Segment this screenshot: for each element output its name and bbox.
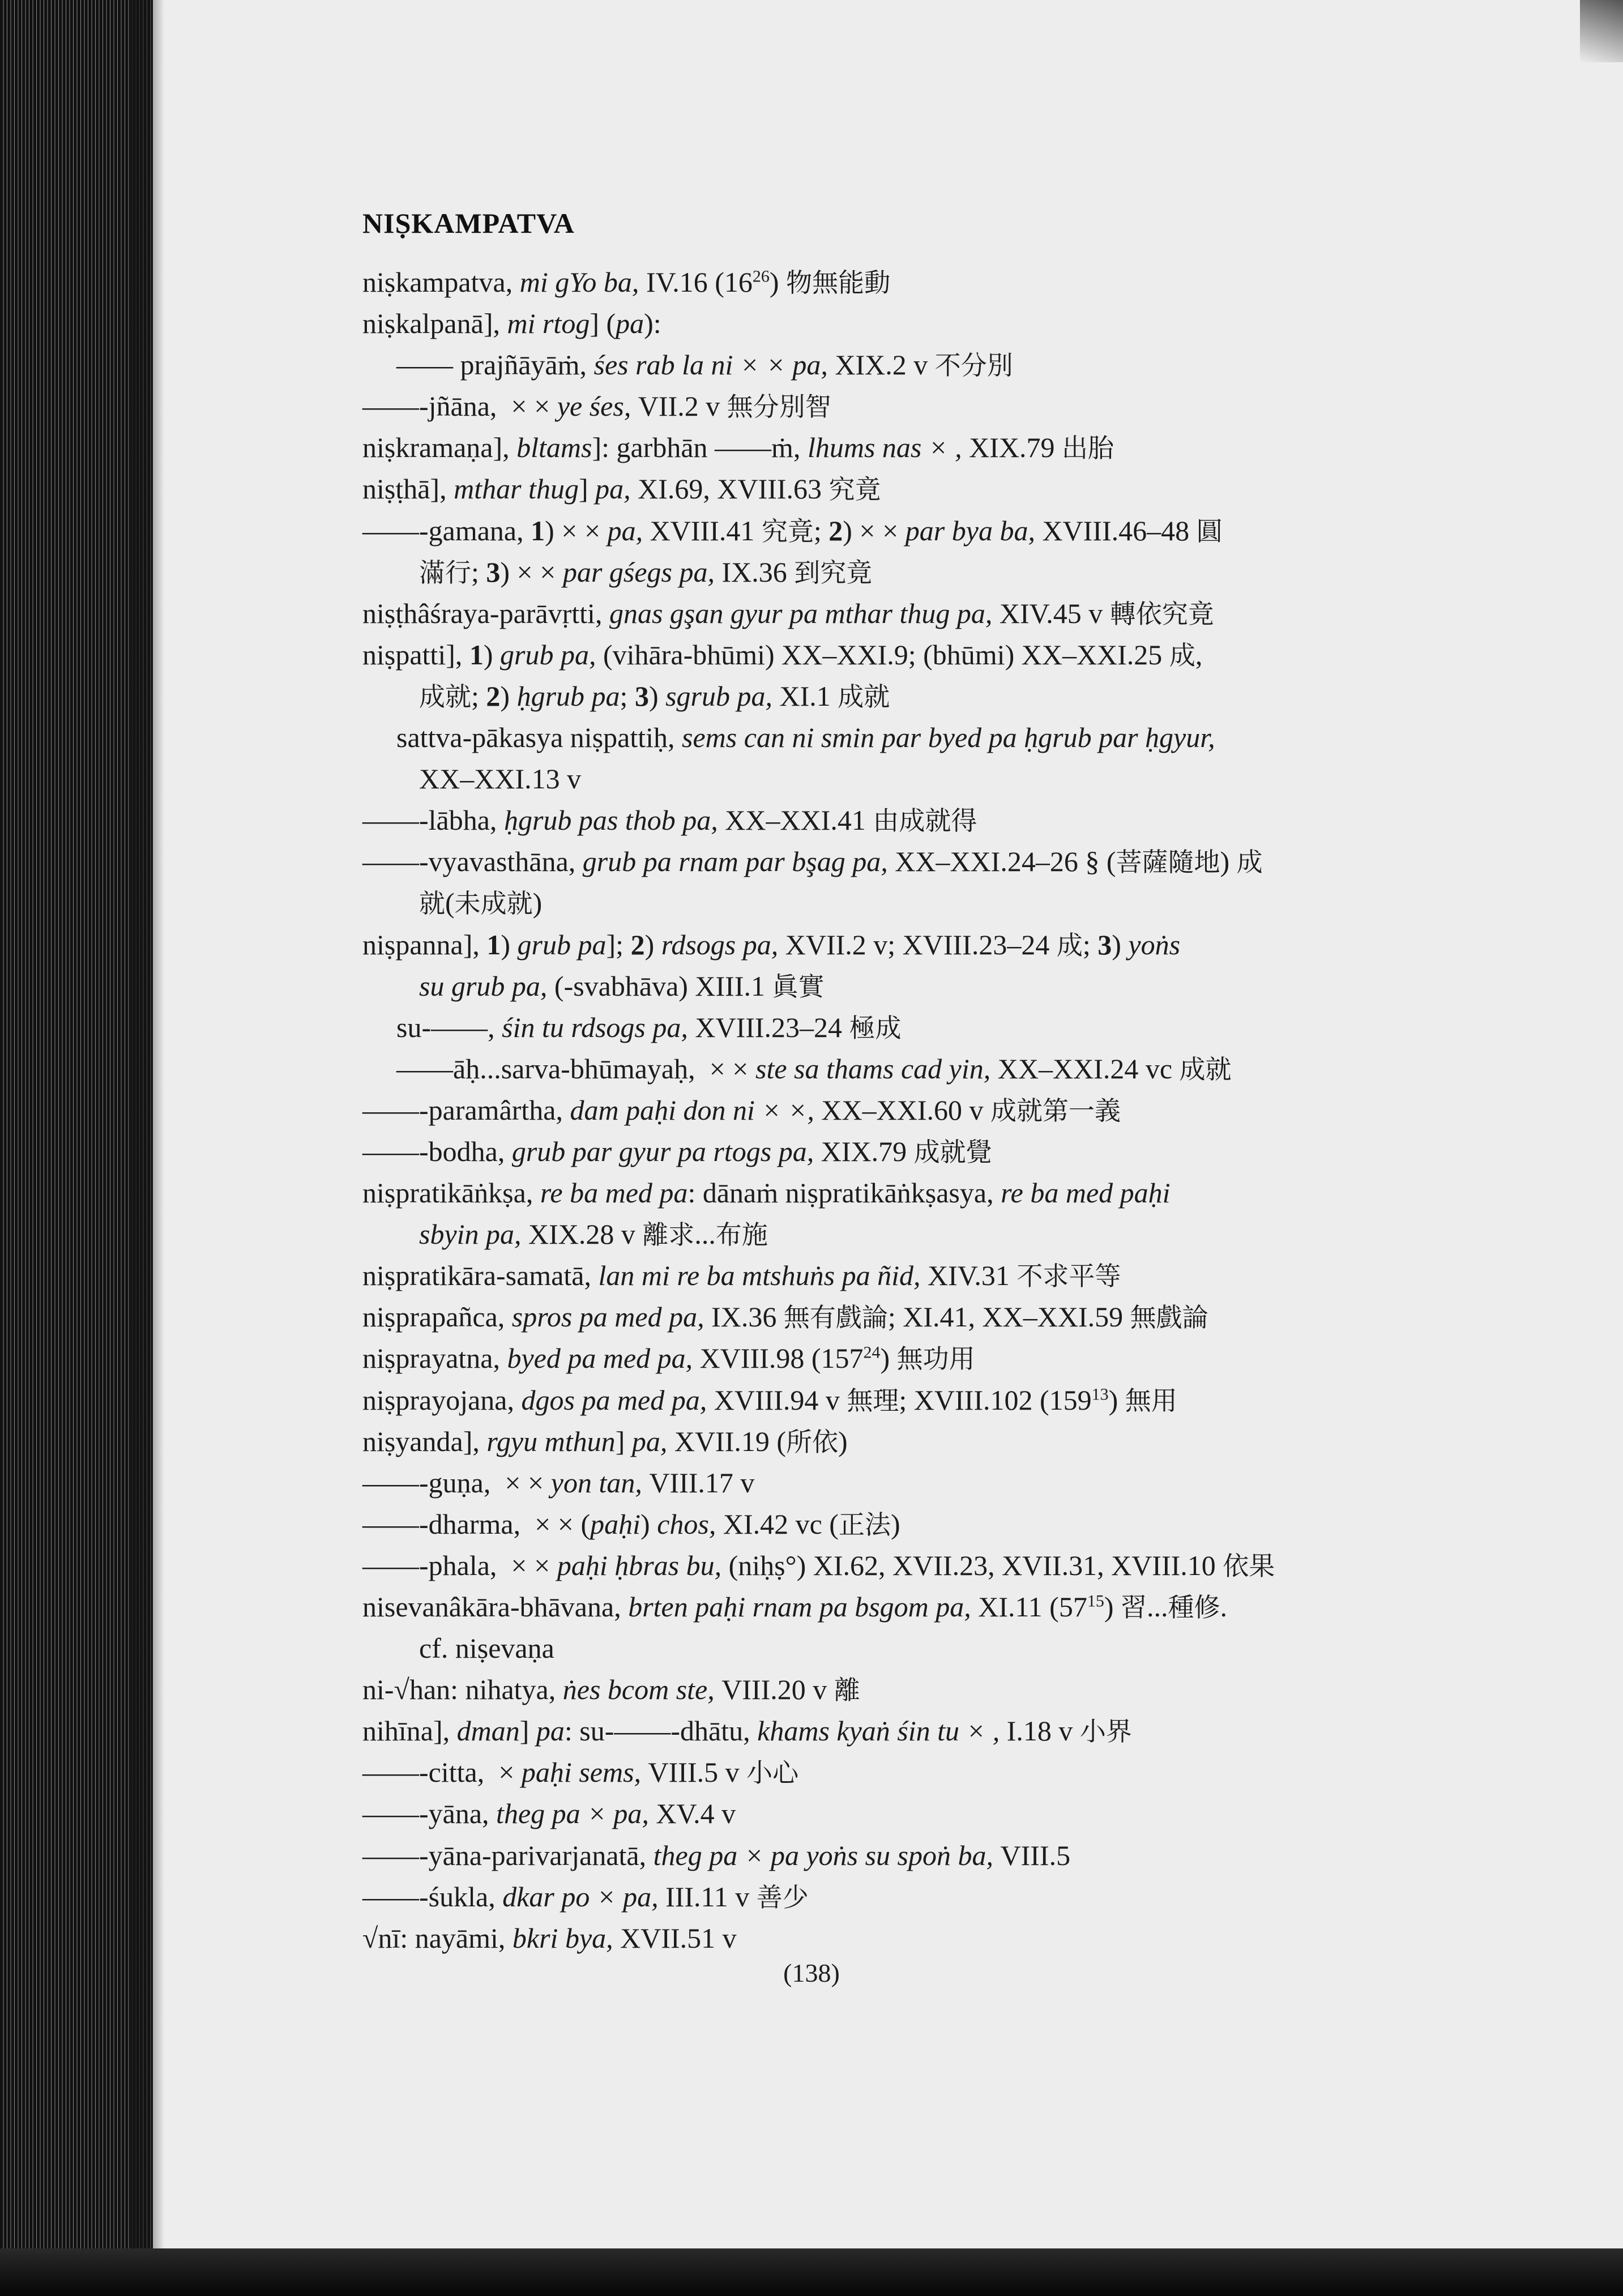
entry-text: ; XVIII.102 (159: [899, 1384, 1092, 1416]
entry-text: ḥgrub pa: [516, 680, 620, 712]
entry-text: ): [500, 680, 517, 712]
entry-text: 無分別智: [727, 391, 831, 423]
entry-text: 無理: [847, 1385, 899, 1416]
entry-text: sbyin pa,: [419, 1218, 529, 1251]
entry-text: XVIII.41: [650, 514, 762, 547]
entry-line: [362, 1669, 1484, 1710]
entry-text: 極成: [849, 1012, 902, 1043]
entry-text: niṣprapañca,: [362, 1301, 512, 1333]
entry-line: [362, 676, 1484, 717]
entry-text: √nī: nayāmi,: [362, 1922, 512, 1954]
entry-text: —— prajñāyāṁ,: [396, 349, 594, 381]
entry-text: 布施: [715, 1219, 768, 1251]
entry-line: [362, 1421, 1484, 1462]
page-number: (138): [783, 1958, 840, 1987]
entry-text: 3: [1097, 928, 1112, 961]
entry-text: niṣṭhâśraya-parāvṛtti,: [362, 597, 609, 629]
entry-text: ): [838, 1425, 848, 1457]
entry-text: 成: [1236, 847, 1263, 878]
entry-text: theg pa × pa,: [496, 1798, 656, 1830]
entry-text: ——-citta, ×: [362, 1756, 522, 1789]
entry-text: XIX.2 v: [835, 349, 935, 381]
entry-text: su-——,: [396, 1011, 502, 1043]
entry-line: [362, 966, 1484, 1007]
entry-text: niṣṭhā],: [362, 473, 454, 505]
entry-text: 24: [863, 1343, 881, 1362]
entry-line: [362, 1255, 1484, 1296]
entry-text: : dānaṁ niṣpratikāṅkṣasya,: [687, 1177, 1001, 1209]
entry-text: ——-vyavasthāna,: [362, 846, 583, 878]
entry-text: 離: [834, 1675, 860, 1706]
entry-text: ——-dharma, × × (: [362, 1508, 591, 1540]
entry-text: ste sa thams cad yin,: [755, 1052, 998, 1085]
entry-text: ) × ×: [843, 514, 906, 547]
entry-text: ——-gamana,: [362, 514, 531, 547]
entry-line: [362, 800, 1484, 841]
entry-text: XX–XXI.13 v: [419, 763, 582, 795]
entry-text: I.18 v: [1006, 1715, 1080, 1747]
entry-text: dgos pa med pa,: [521, 1384, 714, 1416]
entry-text: byed pa med pa,: [507, 1342, 700, 1375]
entry-line: [362, 593, 1484, 634]
entry-text: 眞實: [772, 971, 825, 1002]
entry-text: 26: [752, 267, 770, 286]
entry-text: su grub pa,: [419, 970, 554, 1002]
entry-text: IX.36: [721, 556, 795, 588]
entry-text: ;: [471, 556, 486, 588]
entry-text: XIX.79: [969, 432, 1062, 464]
entry-text: ): [1108, 1384, 1125, 1416]
entry-text: VIII.5 v: [648, 1756, 747, 1789]
entry-text: 菩薩隨地: [1116, 847, 1220, 878]
entry-text: ): [1220, 846, 1237, 878]
entry-line: [362, 717, 1484, 758]
entry-text: ]: [615, 1425, 632, 1457]
entry-text: dam paḥi don ni × ×,: [570, 1094, 822, 1126]
entry-line: [362, 1131, 1484, 1172]
entry-text: 習: [1121, 1592, 1147, 1623]
entry-text: VIII.5: [1000, 1839, 1071, 1871]
entry-text: ) × ×: [500, 556, 563, 588]
entry-line: [362, 1586, 1484, 1628]
entry-line: [362, 344, 1484, 386]
entry-text: rdsogs pa,: [661, 928, 785, 961]
entry-text: 1: [486, 928, 501, 961]
entry-line: [362, 924, 1484, 966]
entry-text: re ba med paḥi: [1001, 1177, 1171, 1209]
entry-text: ni-√han: nihatya,: [362, 1674, 563, 1706]
entry-text: 無戲論: [1130, 1302, 1208, 1333]
entry-text: ) × ×: [545, 514, 608, 547]
entry-text: 物無能動: [786, 267, 891, 298]
entry-text: grub par gyur pa rtogs pa,: [511, 1135, 821, 1167]
entry-text: ——-śukla,: [362, 1880, 503, 1913]
entry-line: [362, 1048, 1484, 1090]
entry-text: 小界: [1079, 1716, 1132, 1747]
entry-line: [362, 1835, 1484, 1876]
entry-text: ];: [606, 928, 631, 961]
entry-text: ): [501, 928, 518, 961]
entry-text: niṣpratikāṅkṣa,: [362, 1177, 540, 1209]
entry-text: XI.42 vc (: [723, 1508, 839, 1540]
entry-text: pa: [616, 308, 644, 340]
entry-line: [362, 1918, 1484, 1959]
entry-text: 成就: [838, 681, 890, 712]
entry-text: ): [640, 1508, 657, 1540]
entry-text: : su-——-dhātu,: [564, 1715, 758, 1747]
entry-line: [362, 1710, 1484, 1752]
entry-text: XX–XXI.24–26 § (: [895, 846, 1116, 878]
entry-line: [362, 552, 1484, 593]
entry-line: [362, 1296, 1484, 1338]
entry-line: [362, 1007, 1484, 1048]
entry-text: XIV.45 v: [999, 597, 1110, 629]
entry-text: paḥi ḥbras bu,: [557, 1549, 729, 1581]
entry-text: ;: [471, 680, 486, 712]
entry-line: [362, 262, 1484, 303]
entry-text: 1: [531, 514, 545, 547]
entry-text: pa: [536, 1715, 565, 1747]
page-title: NIṢKAMPATVA: [362, 207, 575, 239]
entry-text: XVIII.46–48: [1042, 514, 1197, 547]
entry-line: [362, 303, 1484, 344]
entry-text: 究竟: [828, 474, 881, 505]
entry-text: XVII.19 (: [674, 1425, 787, 1457]
entry-text: ]: [519, 1715, 536, 1747]
entry-text: sattva-pākasya niṣpattiḥ,: [396, 722, 682, 754]
entry-text: ; XI.41, XX–XXI.59: [887, 1301, 1130, 1333]
entry-text: XIV.31: [927, 1260, 1017, 1292]
entry-text: ): [769, 266, 787, 298]
entry-text: 成就: [1179, 1053, 1232, 1085]
entry-text: niṣkramaṇa],: [362, 432, 517, 464]
entry-text: ...: [694, 1218, 716, 1251]
entry-text: ——-guṇa, × ×: [362, 1466, 551, 1499]
entry-text: mi gYo ba,: [519, 266, 646, 298]
entry-text: ——āḥ...sarva-bhūmayaḥ, × ×: [396, 1052, 756, 1085]
entry-text: ——-jñāna, × ×: [362, 390, 557, 423]
entry-text: VIII.20 v: [721, 1674, 834, 1706]
entry-text: 圓: [1196, 515, 1223, 547]
entry-text: paḥi sems,: [521, 1756, 648, 1789]
entry-text: grub pa: [517, 928, 607, 961]
entry-line: [362, 427, 1484, 468]
entry-text: 善少: [756, 1881, 809, 1913]
entry-text: 成: [1056, 929, 1083, 961]
entry-text: niṣkampatva,: [362, 266, 520, 298]
entry-text: (vihāra-bhūmi) XX–XXI.9; (bhūmi) XX–XXI.25: [603, 638, 1169, 671]
entry-text: bkri bya,: [512, 1922, 621, 1954]
entry-text: dman: [456, 1715, 520, 1747]
entry-line: [362, 1338, 1484, 1379]
entry-text: III.11 v: [665, 1880, 757, 1913]
entry-text: 成就第一義: [990, 1095, 1121, 1126]
entry-text: spros pa med pa,: [511, 1301, 712, 1333]
entry-text: yon tan,: [550, 1466, 650, 1499]
entry-line: [362, 386, 1484, 427]
entry-text: ḥgrub pas thob pa,: [503, 804, 725, 837]
entry-text: ): [1112, 928, 1129, 961]
entry-line: [362, 1628, 1484, 1669]
entry-text: ): [648, 680, 666, 712]
entry-text: par bya ba,: [905, 514, 1043, 547]
entry-text: niṣyanda],: [362, 1425, 487, 1457]
entry-text: pa,: [595, 473, 638, 505]
entry-text: 到究竟: [794, 557, 873, 588]
entry-text: mi rtog: [507, 308, 590, 340]
entry-text: XV.4 v: [656, 1798, 736, 1830]
entry-text: ——-paramârtha,: [362, 1094, 570, 1126]
entry-text: 3: [634, 680, 649, 712]
entry-text: brten paḥi rnam pa bsgom pa,: [628, 1591, 979, 1623]
entry-text: ——-lābha,: [362, 804, 504, 837]
entry-text: 2: [630, 928, 645, 961]
entry-text: VII.2 v: [638, 390, 727, 423]
entry-line: [362, 1876, 1484, 1918]
entry-text: ,: [1195, 638, 1203, 671]
entry-text: .: [1220, 1591, 1227, 1623]
entry-text: (-svabhāva) XIII.1: [554, 970, 772, 1002]
entry-text: 就: [419, 888, 445, 919]
entry-text: ——-yāna-parivarjanatā,: [362, 1839, 654, 1871]
entry-text: par gśegs pa,: [562, 556, 722, 588]
entry-line: [362, 510, 1484, 552]
entry-text: pa,: [607, 514, 650, 547]
entry-line: [362, 1380, 1484, 1421]
entry-text: IV.16 (16: [646, 266, 753, 298]
entry-text: 離求: [642, 1219, 695, 1251]
entry-text: niṣprayojana,: [362, 1384, 522, 1416]
entry-text: XX–XXI.41: [725, 804, 873, 837]
entry-text: 依果: [1223, 1550, 1275, 1581]
entry-line: [362, 634, 1484, 676]
entry-text: gnas gşan gyur pa mthar thug pa,: [609, 597, 1000, 629]
entry-text: śes rab la ni × × pa,: [593, 349, 835, 381]
entry-text: 不分別: [934, 350, 1013, 381]
entry-text: ye śes,: [557, 390, 638, 423]
entry-text: XI.69, XVIII.63: [638, 473, 829, 505]
entry-text: ——-yāna,: [362, 1798, 497, 1830]
entry-text: śin tu rdsogs pa,: [502, 1011, 695, 1043]
binding-shadow: [130, 0, 164, 2296]
entry-text: 出胎: [1061, 433, 1114, 464]
entry-line: [362, 1793, 1484, 1834]
entry-text: niṣpanna],: [362, 928, 487, 961]
entry-text: VIII.17 v: [649, 1466, 755, 1499]
entry-text: XVIII.94 v: [714, 1384, 847, 1416]
entry-text: 1: [469, 638, 484, 671]
scan-corner-shadow: [1580, 0, 1623, 62]
entry-text: 轉依究竟: [1109, 598, 1214, 629]
entry-text: grub pa rnam par bşag pa,: [582, 846, 895, 878]
entry-text: XIX.28 v: [528, 1218, 643, 1251]
entry-text: ): [880, 1342, 897, 1375]
entry-text: cf. niṣevaṇa: [419, 1632, 554, 1665]
entry-text: XX–XXI.24 vc: [997, 1052, 1180, 1085]
entry-text: ): [890, 1508, 900, 1540]
entry-text: 成就覺: [913, 1136, 992, 1167]
entry-text: mthar thug: [454, 473, 579, 505]
entry-line: [362, 1545, 1484, 1586]
entry-text: 13: [1091, 1384, 1109, 1403]
entry-text: 種修: [1168, 1592, 1220, 1623]
entry-text: grub pa,: [500, 638, 603, 671]
entry-text: 15: [1087, 1591, 1104, 1611]
entry-text: ]: [578, 473, 596, 505]
entry-text: 無用: [1125, 1385, 1177, 1416]
entry-text: bltams: [516, 432, 592, 464]
entry-text: 3: [486, 556, 501, 588]
entry-text: 2: [828, 514, 843, 547]
entry-text: lhums nas × ,: [807, 432, 969, 464]
entry-line: [362, 1090, 1484, 1131]
entry-text: ;: [813, 514, 829, 547]
entry-text: re ba med pa: [540, 1177, 688, 1209]
scan-bottom-edge: [0, 2248, 1623, 2296]
entry-text: IX.36: [711, 1301, 784, 1333]
entry-text: XVII.2 v; XVIII.23–24: [785, 928, 1057, 961]
entry-text: pa,: [631, 1425, 674, 1457]
entry-text: dkar po × pa,: [502, 1880, 666, 1913]
entry-text: 未成就: [454, 888, 533, 919]
entry-text: niṣpratikāra-samatā,: [362, 1260, 599, 1292]
entry-text: XIX.79: [821, 1135, 914, 1167]
entry-text: 2: [486, 680, 501, 712]
entry-text: ): [483, 638, 501, 671]
entry-text: 不求平等: [1016, 1261, 1121, 1292]
entry-text: ]: garbhān ——ṁ,: [592, 432, 808, 464]
entry-text: theg pa × pa yoṅs su spoṅ ba,: [653, 1839, 1001, 1871]
entry-text: yoṅs: [1128, 928, 1181, 961]
entry-text: niṣprayatna,: [362, 1342, 507, 1375]
entry-line: [362, 882, 1484, 924]
entry-line: [362, 841, 1484, 882]
entry-text: XVIII.98 (157: [699, 1342, 864, 1375]
entry-text: ): [532, 887, 543, 919]
entry-text: ;: [620, 680, 635, 712]
entry-text: ;: [1082, 928, 1098, 961]
entry-text: nihīna],: [362, 1715, 457, 1747]
entry-text: XVIII.23–24: [695, 1011, 849, 1043]
entry-text: rgyu mthun: [486, 1425, 616, 1457]
entry-text: ): [644, 928, 661, 961]
entry-text: nisevanâkāra-bhāvana,: [362, 1591, 629, 1623]
entry-text: ...: [1147, 1591, 1168, 1623]
entry-line: [362, 1462, 1484, 1504]
entry-text: XX–XXI.60 v: [821, 1094, 990, 1126]
entry-text: XI.1: [779, 680, 838, 712]
entry-text: chos,: [657, 1508, 723, 1540]
entry-text: XI.11 (57: [978, 1591, 1087, 1623]
entry-text: ṅes bcom ste,: [562, 1674, 722, 1706]
entry-text: 成就: [419, 681, 471, 712]
entry-text: 成: [1169, 639, 1195, 671]
entry-line: [362, 1752, 1484, 1793]
entry-text: 小心: [746, 1757, 799, 1789]
entry-text: 正法: [838, 1509, 891, 1540]
entry-text: khams kyaṅ śin tu × ,: [757, 1715, 1007, 1747]
entry-line: [362, 1172, 1484, 1214]
entry-text: ): [1104, 1591, 1121, 1623]
entry-line: [362, 1214, 1484, 1255]
entry-text: (: [445, 887, 455, 919]
dictionary-entries: [362, 262, 1484, 1959]
entry-text: paḥi: [590, 1508, 641, 1540]
entry-text: ] (: [590, 308, 616, 340]
entry-text: 無有戲論: [783, 1302, 888, 1333]
entry-line: [362, 758, 1484, 800]
entry-text: 滿行: [419, 557, 471, 588]
entry-text: ):: [644, 308, 661, 340]
entry-text: 無功用: [896, 1343, 975, 1375]
entry-text: ——-phala, × ×: [362, 1549, 557, 1581]
entry-text: XVII.51 v: [620, 1922, 737, 1954]
entry-text: sems can ni smin par byed pa ḥgrub par ḥgyur,: [682, 722, 1215, 754]
entry-text: 所依: [786, 1426, 839, 1457]
entry-line: [362, 468, 1484, 510]
entry-text: 究竟: [761, 515, 814, 547]
entry-text: niṣkalpanā],: [362, 308, 507, 340]
entry-text: sgrub pa,: [665, 680, 780, 712]
entry-line: [362, 1504, 1484, 1545]
entry-text: (niḥṣ°) XI.62, XVII.23, XVII.31, XVIII.10: [728, 1549, 1223, 1581]
entry-text: niṣpatti],: [362, 638, 469, 671]
entry-text: lan mi re ba mtshuṅs pa ñid,: [598, 1260, 928, 1292]
entry-text: ——-bodha,: [362, 1135, 512, 1167]
entry-text: 由成就得: [873, 805, 977, 837]
